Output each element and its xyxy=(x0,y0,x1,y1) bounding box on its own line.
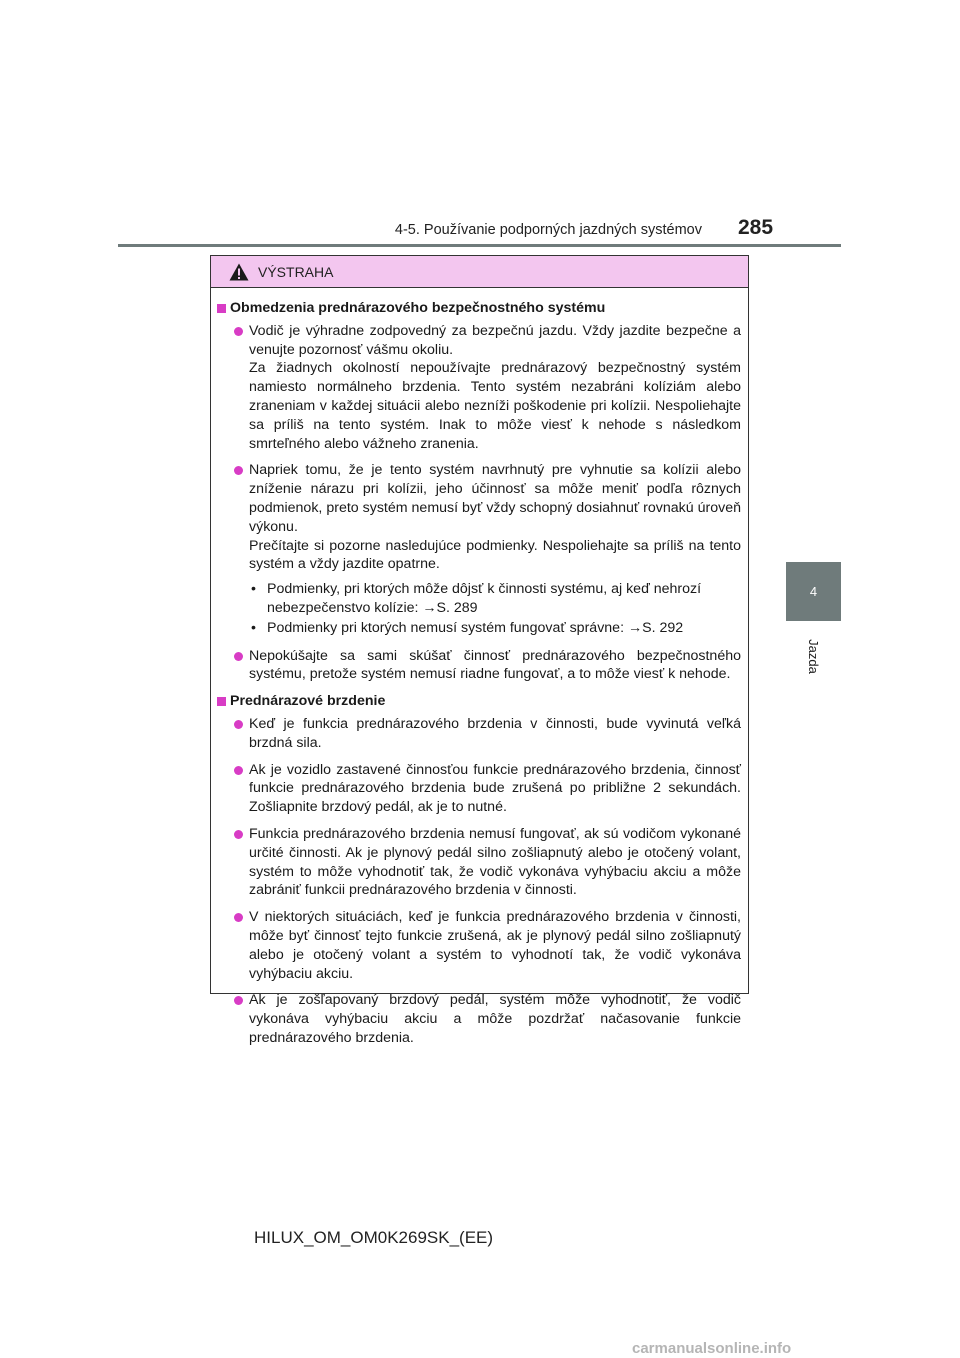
circle-bullet-icon xyxy=(234,913,243,922)
sub-list-item-text: Podmienky, pri ktorých môže dôjsť k činnosti systému, aj keď nehrozí nebezpečenstvo kolízie: →S. 289 xyxy=(267,581,702,616)
sub-list-item-text: Podmienky pri ktorých nemusí systém fungovať správne: →S. 292 xyxy=(267,619,684,636)
list-item xyxy=(234,908,741,983)
circle-bullet-icon xyxy=(234,720,243,729)
section-heading xyxy=(217,299,741,318)
square-bullet-icon xyxy=(217,697,226,706)
paragraph: Vodič je výhradne zodpovedný za bezpečnú jazdu. Vždy jazdite bezpečne a venujte pozornosť vášmu okoliu. xyxy=(249,322,741,358)
circle-bullet-icon xyxy=(234,466,243,475)
paragraph: Prečítajte si pozorne nasledujúce podmienky. Nespoliehajte sa príliš na tento systém a vždy jazdite opatrne. xyxy=(249,537,741,573)
list-item xyxy=(234,761,741,817)
warning-box xyxy=(210,255,749,1046)
list-item-body xyxy=(249,908,741,983)
list-item-body xyxy=(249,825,741,900)
paragraph: V niektorých situáciách, keď je funkcia prednárazového brzdenia v činnosti, môže byť činnosť tejto funkcie zrušená, ak je plynový pedál silno zošliapnutý alebo je otočený volant a systém to vyhodnotí tak, že vodič vykonáva vyhýbaciu akciu. xyxy=(249,909,741,982)
list-item-body xyxy=(249,715,741,753)
chapter-tab-label-text: Jazda xyxy=(805,638,821,674)
list-item-body xyxy=(249,647,741,685)
paragraph: Ak je zošľapovaný brzdový pedál, systém môže vyhodnotiť, že vodič vykonáva vyhýbaciu akciu a môže pozdržať načasovanie funkcie prednárazového brzdenia. xyxy=(249,992,741,1046)
chapter-tab-label[interactable] xyxy=(786,626,841,686)
list-item xyxy=(234,647,741,685)
paragraph: Ak je vozidlo zastavené činnosťou funkcie prednárazového brzdenia, činnosť funkcie prednárazového brzdenia bude zrušená po približne 2 sekundách. Zošliapnite brzdový pedál, ak je to nutné. xyxy=(249,761,741,816)
section-heading xyxy=(217,692,741,711)
list-item xyxy=(234,461,741,638)
footer-document-code: HILUX_OM_OM0K269SK_(EE) xyxy=(254,1228,494,1247)
paragraph: Napriek tomu, že je tento systém navrhnutý pre vyhnutie sa kolízii alebo zníženie nárazu pri kolízii, jeho účinnosť sa môže meniť podľa rôznych podmienok, preto systém nemusí byť vždy schopný dosiahnuť rovnakú úroveň výkonu. xyxy=(249,462,741,535)
paragraph: Keď je funkcia prednárazového brzdenia v činnosti, bude vyvinutá veľká brzdná sila. xyxy=(249,715,741,751)
sub-list-item xyxy=(249,580,741,618)
header-section-title: 4-5. Používanie podporných jazdných systémov xyxy=(394,222,702,238)
section-heading-text: Obmedzenia prednárazového bezpečnostného systému xyxy=(230,300,606,316)
warning-title: VÝSTRAHA xyxy=(258,263,334,280)
section-heading-text: Prednárazové brzdenie xyxy=(230,693,386,710)
list-item-body xyxy=(249,991,741,1047)
chapter-tab-number[interactable]: 4 xyxy=(786,562,841,621)
list-item xyxy=(234,825,741,900)
list-item xyxy=(234,991,741,1047)
paragraph: Funkcia prednárazového brzdenia nemusí fungovať, ak sú vodičom vykonané určité činnosti. Ak je plynový pedál silno zošliapnutý alebo je otočený volant, systém to môže vyhodnotiť tak, že vodič vykonáva vyhýbaciu akciu a môže zabrániť funkcii prednárazového brzdenia v činnosti. xyxy=(249,825,741,899)
sub-list xyxy=(249,580,741,637)
list-item-body xyxy=(249,461,741,638)
sub-bullet-marker: • xyxy=(251,619,256,636)
warning-header xyxy=(211,256,748,288)
watermark: carmanualsonline.info xyxy=(632,1340,792,1357)
warning-content xyxy=(211,288,748,1048)
circle-bullet-icon xyxy=(234,652,243,661)
square-bullet-icon xyxy=(217,304,226,313)
header-rule xyxy=(118,244,841,247)
circle-bullet-icon xyxy=(234,766,243,775)
list-item-body xyxy=(249,761,741,817)
paragraph: Nepokúšajte sa sami skúšať činnosť prednárazového bezpečnostného systému, pretože systém nemusí riadne fungovať, a to môže viesť k nehode. xyxy=(249,647,741,683)
sub-bullet-marker: • xyxy=(251,581,256,598)
list-item xyxy=(234,715,741,753)
warning-triangle-icon xyxy=(229,263,249,281)
page-number: 285 xyxy=(738,216,774,239)
list-item-body xyxy=(249,322,741,454)
circle-bullet-icon xyxy=(234,327,243,336)
sub-list-item xyxy=(249,619,741,638)
circle-bullet-icon xyxy=(234,996,243,1005)
paragraph: Za žiadnych okolností nepoužívajte prednárazový bezpečnostný systém namiesto normálneho brzdenia. Tento systém nezabráni kolíziám alebo zraneniam v každej situácii alebo nezníži poškodenie pri kolízii. Nespoliehajte sa príliš na tento systém. Inak to môže viesť k nehode s následkom smrteľného alebo vážneho zranenia. xyxy=(249,360,741,452)
list-item xyxy=(234,322,741,454)
circle-bullet-icon xyxy=(234,830,243,839)
